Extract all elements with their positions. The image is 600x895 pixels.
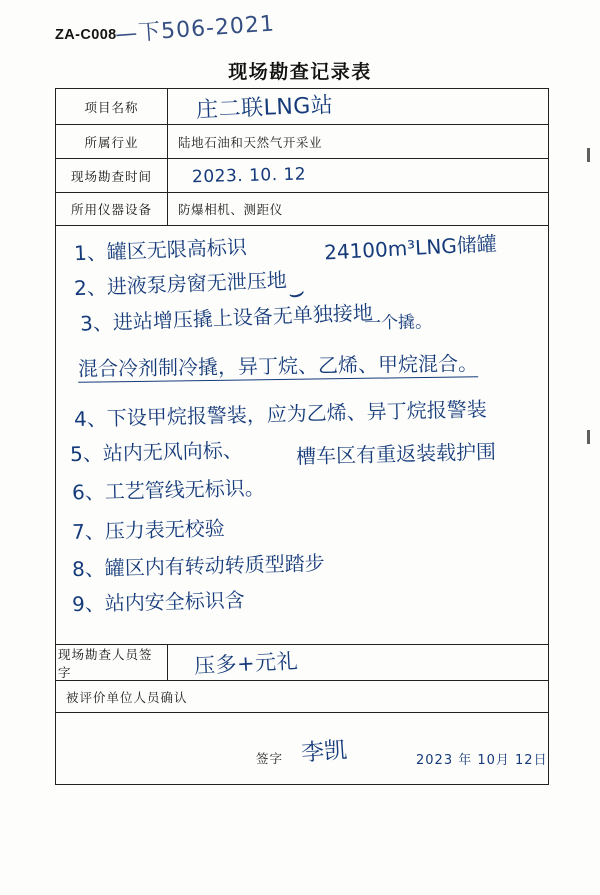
- table-row: [56, 193, 548, 226]
- table-row: [56, 89, 548, 125]
- finding-line: 4、下设甲烷报警装，应为乙烯、异丁烷报警装: [73, 396, 488, 432]
- document-code: ZA-C008: [55, 27, 117, 43]
- inspection-record-table: [55, 88, 549, 785]
- finding-line: 2、进液泵房窗无泄压地: [73, 267, 288, 301]
- handwritten-inspector-signature: 压多+元礼: [193, 648, 299, 678]
- finding-line: 6、工艺管线无标识。: [71, 475, 266, 505]
- side-note: 一个撬。: [363, 312, 433, 334]
- finding-line: 8、罐区内有转动转质型踏步: [71, 550, 326, 582]
- page-edge-mark: [587, 430, 590, 444]
- confirm-label-row: 被评价单位人员确认: [56, 681, 548, 713]
- page-edge-mark: [587, 148, 590, 162]
- finding-line: 5、站内无风向标、: [69, 437, 244, 467]
- side-note: 槽车区有重返装载护围: [295, 439, 497, 469]
- field-label-survey-time: 现场勘查时间: [56, 159, 168, 192]
- finding-line: 9、站内安全标识含: [71, 587, 246, 617]
- field-value-project-name: [168, 89, 548, 124]
- finding-line: 1、罐区无限高标识: [73, 234, 248, 266]
- handwritten-confirm-signature: 李凯: [300, 737, 349, 767]
- sign-label: 签字: [256, 752, 284, 766]
- handwritten-survey-time: 2023. 10. 12: [191, 163, 307, 187]
- field-value-instruments: 防爆相机、测距仪: [178, 203, 283, 217]
- handwritten-project-name: 庄二联LNG站: [195, 93, 334, 124]
- table-row: [56, 159, 548, 193]
- field-label-industry: 所属行业: [56, 125, 168, 158]
- table-row: [56, 125, 548, 159]
- confirm-signature-row: [56, 713, 548, 785]
- finding-line-emphasis: [78, 347, 478, 382]
- field-value-survey-time: [168, 159, 548, 192]
- field-label-instruments: 所用仪器设备: [56, 193, 168, 225]
- finding-line: 3、进站增压撬上设备无单独接地: [79, 300, 374, 336]
- field-value-industry: 陆地石油和天然气开采业: [178, 135, 323, 150]
- handwritten-confirm-date: 2023 年 10月 12日: [416, 753, 548, 768]
- finding-line: 7、压力表无校验: [71, 516, 226, 544]
- field-label-project-name: 项目名称: [56, 89, 168, 124]
- table-row-inspector-signature: [56, 645, 548, 681]
- field-label-inspector-signature: 现场勘查人员签字: [56, 645, 168, 680]
- findings-area: [56, 226, 548, 644]
- side-note: 24100m³LNG储罐: [323, 231, 498, 265]
- page-title: 现场勘查记录表: [228, 62, 372, 83]
- finding-line-emphasis-text: 混合冷剂制冷撬，异丁烷、乙烯、甲烷混合。: [77, 351, 479, 381]
- pen-curve-mark: ⌣: [284, 276, 309, 310]
- table-row-findings: [56, 226, 548, 645]
- field-value-inspector-signature: [168, 645, 548, 680]
- document-code-handwritten: —下506-2021: [114, 11, 276, 48]
